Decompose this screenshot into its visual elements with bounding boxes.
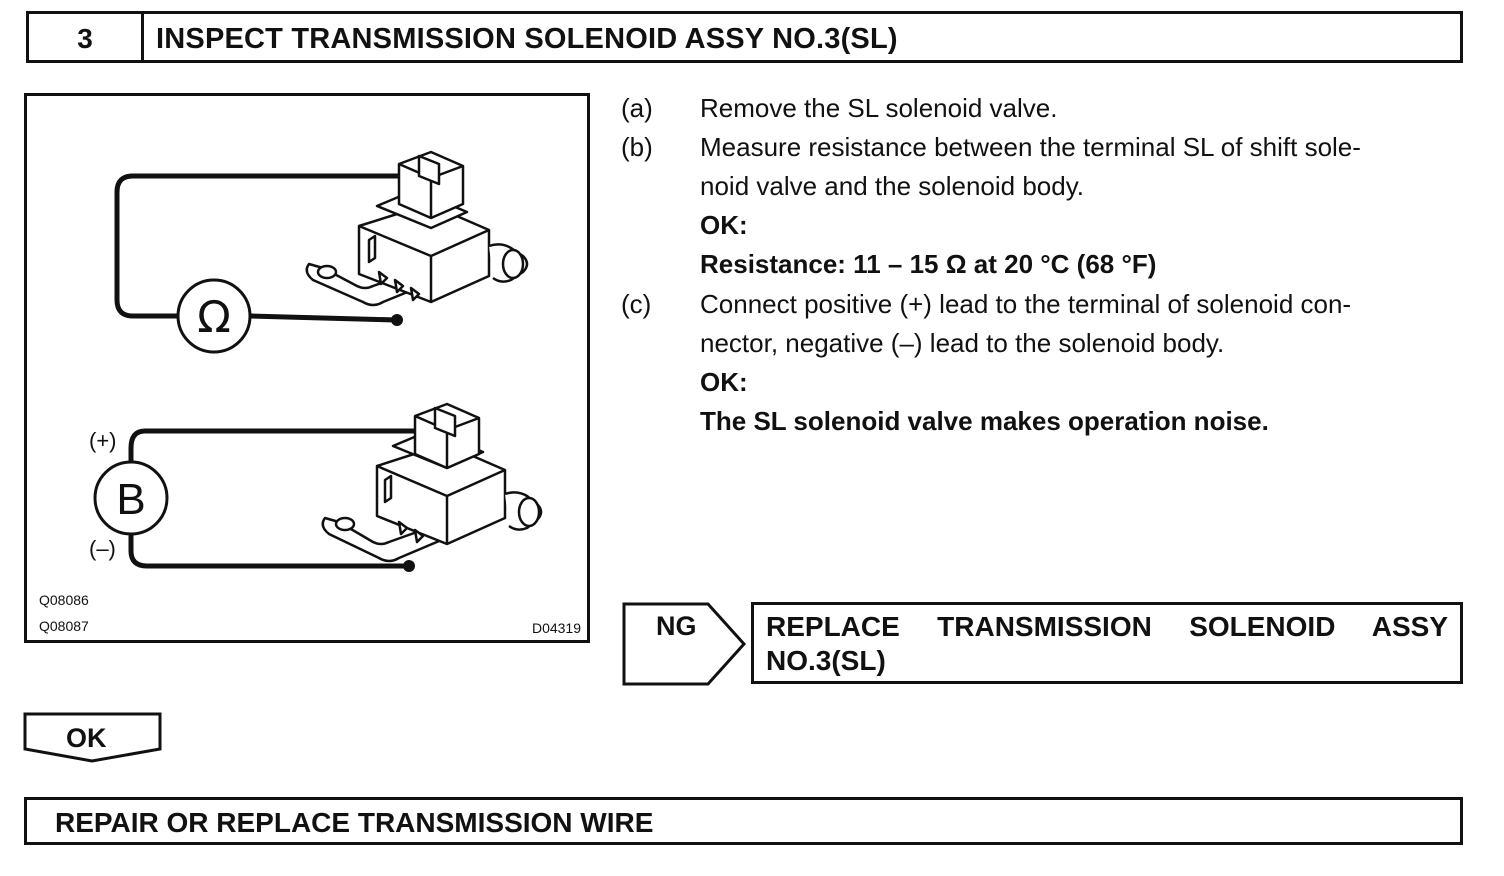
step-text: Connect positive (+) lead to the terminal of solenoid con-	[700, 289, 1352, 319]
ng-action-text: NO.3(SL)	[766, 645, 886, 676]
step-text: Measure resistance between the terminal SL of shift sole-	[700, 132, 1361, 162]
solenoid-valve-bottom	[323, 404, 541, 561]
step-text: noid valve and the solenoid body.	[700, 171, 1085, 201]
battery-symbol: B	[116, 475, 146, 524]
final-action-text: REPAIR OR REPLACE TRANSMISSION WIRE	[55, 807, 654, 838]
ohmmeter-symbol: Ω	[197, 292, 231, 343]
figure-code-2: Q08087	[39, 618, 89, 634]
step-text: nector, negative (–) lead to the solenoid body.	[700, 328, 1225, 358]
battery-positive-label: (+)	[89, 428, 117, 453]
step-letter: (b)	[621, 132, 653, 162]
step-letter: (a)	[621, 93, 653, 123]
figure-code-1: Q08086	[39, 592, 89, 608]
ok-criteria-label: OK:	[700, 367, 748, 397]
ng-action-text: REPLACE TRANSMISSION SOLENOID ASSY	[766, 611, 1448, 642]
step-title: INSPECT TRANSMISSION SOLENOID ASSY NO.3(SL)	[156, 23, 898, 55]
solenoid-diagram	[27, 96, 587, 640]
battery-negative-label: (–)	[89, 536, 116, 561]
ng-label: NG	[656, 611, 697, 641]
figure-code-3: D04319	[531, 620, 581, 636]
ok-criteria-spec: Resistance: 11 – 15 Ω at 20 °C (68 °F)	[700, 249, 1157, 279]
step-number: 3	[77, 23, 93, 54]
ok-label: OK	[66, 723, 107, 753]
step-letter: (c)	[621, 289, 652, 319]
ng-action-box	[751, 602, 1463, 684]
solenoid-test-figure	[24, 93, 590, 643]
step-number-box	[26, 11, 144, 63]
ok-criteria-label: OK:	[700, 210, 748, 240]
step-text: Remove the SL solenoid valve.	[700, 93, 1058, 123]
ok-criteria-spec: The SL solenoid valve makes operation noise.	[700, 406, 1269, 436]
final-action-box	[24, 797, 1463, 845]
ohmmeter-lead-bottom	[251, 316, 397, 320]
step-title-box	[141, 11, 1463, 63]
